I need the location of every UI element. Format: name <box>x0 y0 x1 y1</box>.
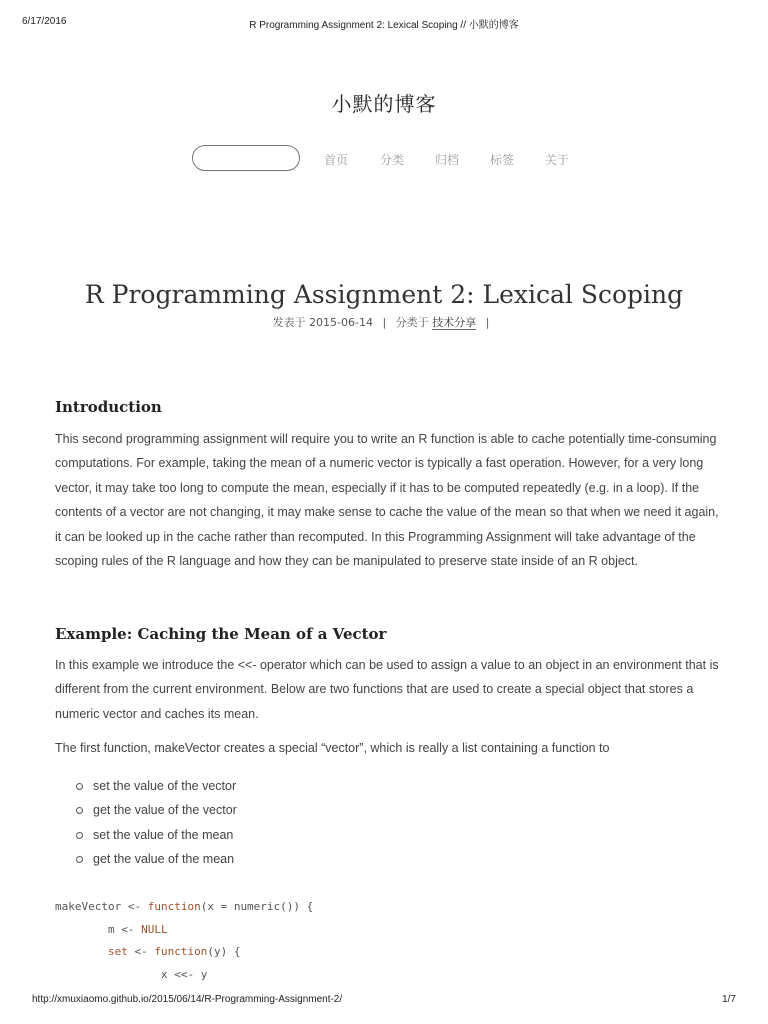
posted-prefix: 发表于 <box>272 316 306 329</box>
example-paragraph-1: In this example we introduce the <<- operator which can be used to assign a value to an object in an environment that is different from the current environment. Below are two functions that are used to create a special object that stores a numeric vector and caches its mean. <box>55 658 719 721</box>
print-date: 6/17/2016 <box>22 16 67 27</box>
code-token: (x = numeric()) { <box>200 900 314 913</box>
intro-paragraph: This second programming assignment will require you to write an R function is able to cache potentially time-consuming computations. For example, taking the mean of a numeric vector is typically a fast operation. However, for a very long vector, it may take too long to compute the mean, especially if it has to be computed repeatedly (e.g. in a loop). If the contents of a vector are not changing, it may make sense to cache the value of the mean so that when we need it again, it can be looked up in the cache rather than recomputed. In this Programming Assignment will take advantage of the scoping rules of the R language and how they can be manipulated to preserve state inside of an R object. <box>55 432 719 569</box>
meta-separator: | <box>382 316 387 329</box>
post-meta <box>0 314 768 330</box>
code-token: m <- <box>55 922 142 936</box>
nav-item-tags[interactable]: 标签 <box>490 153 515 167</box>
bullet-icon <box>76 832 83 839</box>
list-item-text: set the value of the vector <box>93 779 237 793</box>
meta-separator-end: | <box>485 316 490 329</box>
category-link[interactable]: 技术分享 <box>432 316 477 329</box>
print-header <box>22 16 746 30</box>
code-line <box>55 964 313 987</box>
bullet-icon <box>76 783 83 790</box>
code-line <box>55 896 313 919</box>
nav-item-archives[interactable]: 归档 <box>435 153 460 167</box>
print-url: http://xmuxiaomo.github.io/2015/06/14/R-Programming-Assignment-2/ <box>32 994 343 1005</box>
code-token: (y) { <box>207 945 241 958</box>
intro-heading: Introduction <box>55 398 162 416</box>
category-prefix: 分类于 <box>395 316 429 329</box>
post-title: R Programming Assignment 2: Lexical Scoping <box>84 280 684 309</box>
nav-item-home[interactable]: 首页 <box>324 153 349 167</box>
code-keyword: NULL <box>141 922 168 936</box>
code-block <box>55 896 313 986</box>
list-item-text: get the value of the vector <box>93 803 237 818</box>
list-item-text: get the value of the mean <box>93 852 235 867</box>
list-item-text: set the value of the mean <box>93 827 234 842</box>
nav-item-about[interactable]: 关于 <box>545 153 570 167</box>
bullet-icon <box>76 807 83 814</box>
code-keyword: set <box>107 945 128 958</box>
code-token: makeVector <- <box>55 900 148 913</box>
nav-item-categories[interactable]: 分类 <box>380 153 405 167</box>
print-footer <box>32 994 736 1008</box>
list-item <box>76 798 237 822</box>
list-item <box>76 847 237 871</box>
code-token <box>55 945 108 958</box>
bullet-icon <box>76 856 83 863</box>
code-token: <- <box>127 945 155 958</box>
code-keyword: function <box>147 900 201 913</box>
example-paragraph-2: The first function, makeVector creates a special “vector”, which is really a list containing a function to <box>55 741 610 755</box>
site-title[interactable]: 小默的博客 <box>331 92 437 116</box>
code-line <box>55 919 313 942</box>
example-heading: Example: Caching the Mean of a Vector <box>55 625 387 643</box>
print-page-title: R Programming Assignment 2: Lexical Scoping // 小默的博客 <box>249 20 519 31</box>
post-date: 2015-06-14 <box>309 316 373 329</box>
code-line <box>55 941 313 964</box>
search-input[interactable] <box>192 145 300 171</box>
list-item <box>76 823 237 847</box>
code-keyword: function <box>154 945 208 958</box>
print-page-number: 1/7 <box>722 994 736 1005</box>
function-list <box>76 774 237 872</box>
code-token: x <<- y <box>55 967 208 981</box>
list-item <box>76 774 237 798</box>
